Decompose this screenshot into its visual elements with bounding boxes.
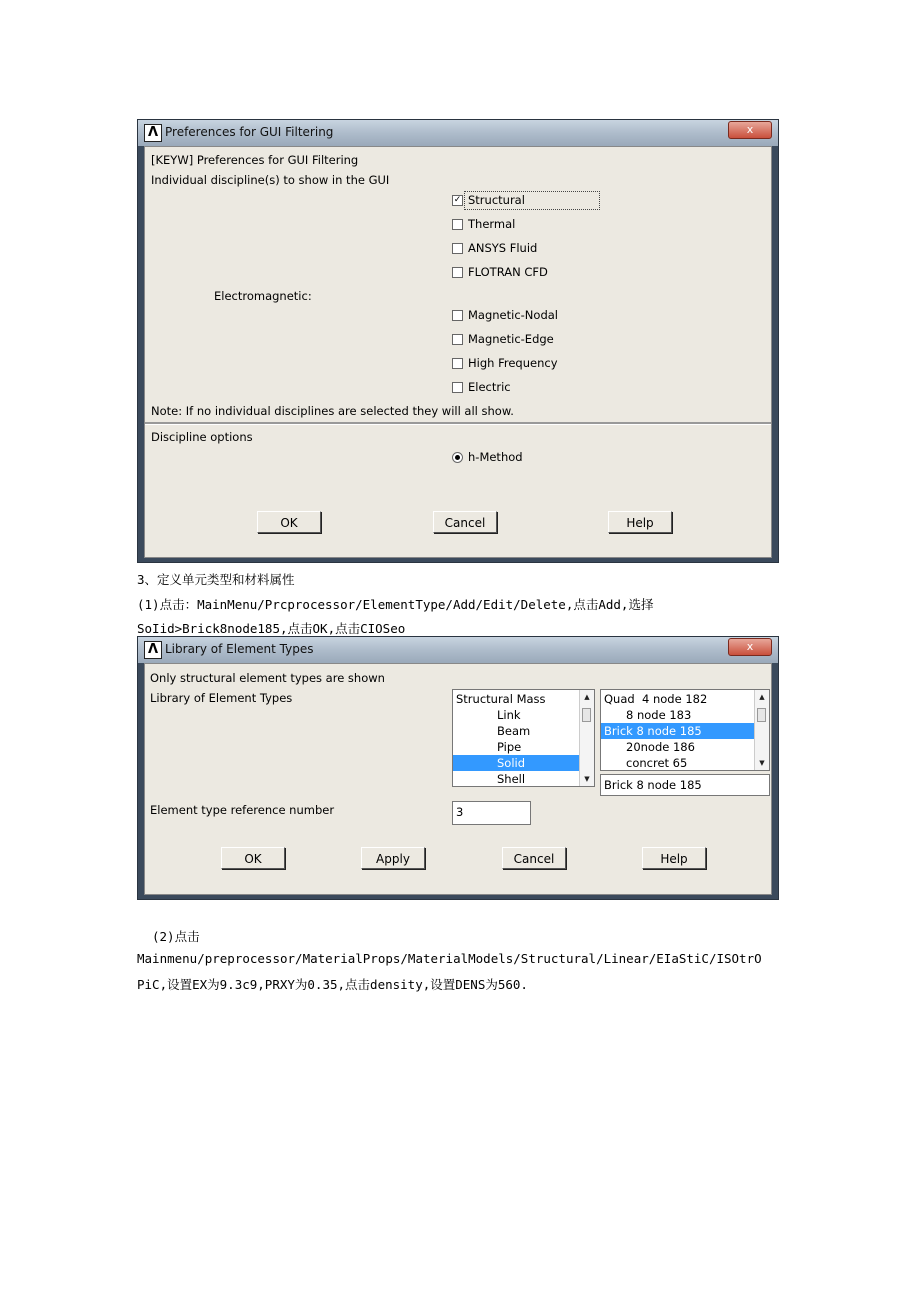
list-item[interactable]: Beam xyxy=(497,724,531,738)
title-bar[interactable] xyxy=(138,637,778,663)
element-list[interactable] xyxy=(600,689,770,771)
step3-2-line1: (2)点击 xyxy=(152,929,200,944)
checkbox-magnetic-nodal[interactable] xyxy=(452,310,463,321)
scroll-down-icon[interactable]: ▼ xyxy=(584,775,590,783)
title-bar[interactable] xyxy=(138,120,778,146)
checkbox-flotran-cfd[interactable] xyxy=(452,267,463,278)
help-button[interactable]: Help xyxy=(608,511,672,533)
step3-1-line1: (1)点击：MainMenu/Prcprocessor/ElementType/Add/Edit/Delete,点击Add,选择 xyxy=(137,597,654,612)
scroll-thumb[interactable] xyxy=(582,708,591,722)
list-item[interactable]: Structural Mass xyxy=(456,692,546,706)
cancel-button[interactable]: Cancel xyxy=(433,511,497,533)
ansys-logo-icon: Λ xyxy=(144,641,162,659)
step3-1-line2: SoIid>Brick8node185,点击OK,点击CIOSeo xyxy=(137,621,406,636)
ok-button[interactable]: OK xyxy=(257,511,321,533)
label-magnetic-edge: Magnetic-Edge xyxy=(468,332,554,346)
electromagnetic-label: Electromagnetic: xyxy=(214,289,312,303)
dialog-title: Library of Element Types xyxy=(165,642,314,656)
label-flotran-cfd: FLOTRAN CFD xyxy=(468,265,548,279)
step3-heading: 3、定义单元类型和材料属性 xyxy=(137,572,295,587)
checkbox-structural[interactable]: ✓ xyxy=(453,195,462,205)
dialog-body xyxy=(144,663,772,895)
close-button[interactable]: x xyxy=(728,638,772,656)
ref-number-input[interactable]: 3 xyxy=(452,801,531,825)
list-item[interactable]: 20node 186 xyxy=(626,740,695,754)
help-button[interactable]: Help xyxy=(642,847,706,869)
dialog-header: [KEYW] Preferences for GUI Filtering xyxy=(151,153,359,167)
close-button[interactable]: x xyxy=(728,121,772,139)
radio-h-method[interactable] xyxy=(452,452,463,463)
label-structural: Structural xyxy=(468,193,525,207)
label-h-method: h-Method xyxy=(468,450,523,464)
label-electric: Electric xyxy=(468,380,511,394)
list-item[interactable]: Link xyxy=(497,708,521,722)
apply-button[interactable]: Apply xyxy=(361,847,425,869)
ok-button[interactable]: OK xyxy=(221,847,285,869)
list-item[interactable]: 8 node 183 xyxy=(626,708,692,722)
checkbox-thermal[interactable] xyxy=(452,219,463,230)
scroll-down-icon[interactable]: ▼ xyxy=(759,759,765,767)
preferences-dialog xyxy=(137,119,779,563)
step3-2-line2: Mainmenu/preprocessor/MaterialProps/MaterialModels/Structural/Linear/EIaStiC/ISOtrO xyxy=(137,951,762,966)
scroll-thumb[interactable] xyxy=(757,708,766,722)
element-types-dialog xyxy=(137,636,779,900)
dialog-body xyxy=(144,146,772,558)
note-text: Note: If no individual disciplines are selected they will all show. xyxy=(151,404,514,418)
scrollbar[interactable] xyxy=(754,690,769,770)
label-thermal: Thermal xyxy=(468,217,516,231)
list-item-selected[interactable]: Brick 8 node 185 xyxy=(601,723,754,739)
dialog-title: Preferences for GUI Filtering xyxy=(165,125,334,139)
scroll-up-icon[interactable]: ▲ xyxy=(759,693,765,701)
list-item[interactable]: Quad 4 node 182 xyxy=(604,692,708,706)
checkbox-ansys-fluid[interactable] xyxy=(452,243,463,254)
library-label: Library of Element Types xyxy=(150,691,293,705)
list-item[interactable]: Pipe xyxy=(497,740,522,754)
checkbox-magnetic-edge[interactable] xyxy=(452,334,463,345)
list-item[interactable]: concret 65 xyxy=(626,756,688,770)
list-item-selected[interactable]: Solid xyxy=(453,755,579,771)
category-list[interactable] xyxy=(452,689,595,787)
separator xyxy=(145,422,771,425)
label-magnetic-nodal: Magnetic-Nodal xyxy=(468,308,558,322)
checkbox-high-frequency[interactable] xyxy=(452,358,463,369)
scrollbar[interactable] xyxy=(579,690,594,786)
selection-field[interactable]: Brick 8 node 185 xyxy=(600,774,770,796)
disciplines-label: Individual discipline(s) to show in the GUI xyxy=(151,173,390,187)
scroll-up-icon[interactable]: ▲ xyxy=(584,693,590,701)
discipline-options-label: Discipline options xyxy=(151,430,253,444)
list-item[interactable]: Shell xyxy=(497,772,526,786)
label-high-frequency: High Frequency xyxy=(468,356,558,370)
checkbox-electric[interactable] xyxy=(452,382,463,393)
ansys-logo-icon: Λ xyxy=(144,124,162,142)
ref-number-label: Element type reference number xyxy=(150,803,335,817)
cancel-button[interactable]: Cancel xyxy=(502,847,566,869)
step3-2-line3: PiC,设置EX为9.3c9,PRXY为0.35,点击density,设置DENS为560. xyxy=(137,977,528,992)
label-ansys-fluid: ANSYS Fluid xyxy=(468,241,538,255)
structural-note: Only structural element types are shown xyxy=(150,671,385,685)
